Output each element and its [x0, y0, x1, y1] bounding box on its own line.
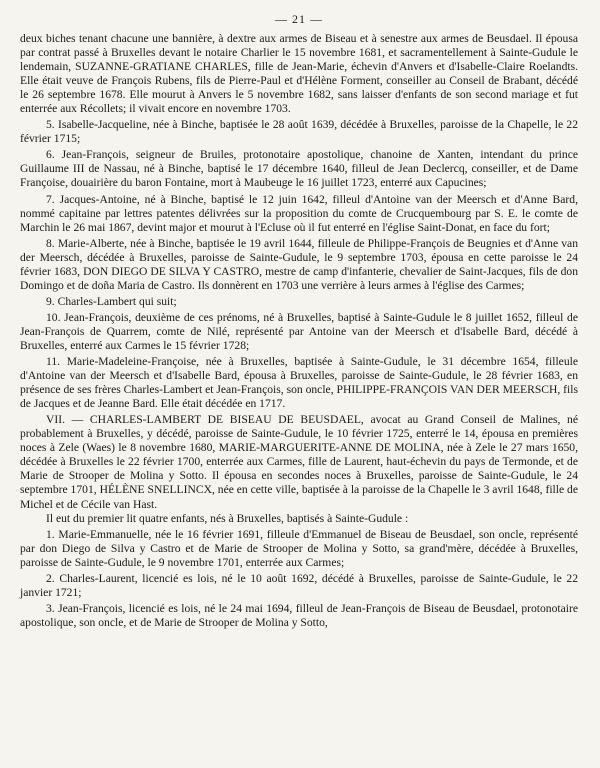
page-number: — 21 —: [275, 12, 323, 26]
paragraph-child-11: 11. Marie-Madeleine-Françoise, née à Bruxelles, baptisée à Sainte-Gudule, le 31 décembre 1654, filleule d'Antoine van der Meersch et d'Isabelle Bard, épousa à Bruxelles, paroisse de Sainte-Gudule, le 28 février 1683, en présence de ses frères Charles-Lambert et Jean-François, son oncle, PHILIPPE-FRANÇOIS VAN DER MEERSCH, fils de Jacques et de Jeanne Bard. Elle était décédée en 1717.: [20, 355, 578, 411]
paragraph-child-6: 6. Jean-François, seigneur de Bruiles, protonotaire apostolique, chanoine de Xanten, intendant du prince Guillaume III de Nassau, né à Binche, baptisé le 17 décembre 1640, filleul de Jean Declercq, conseiller, et de Dame Françoise, douairière du baron Fontaine, mort à Maubeuge le 16 juillet 1723, enterré aux Capucines;: [20, 148, 578, 190]
paragraph-child-8: 8. Marie-Alberte, née à Binche, baptisée le 19 avril 1644, filleule de Philippe-François de Beugnies et d'Anne van der Meersch, décédée à Bruxelles, paroisse de Sainte-Gudule, le 9 septembre 1703, épousa en cette paroisse le 24 février 1683, DON DIEGO DE SILVA Y CASTRO, mestre de camp d'infanterie, chevalier de Saint-Jacques, fils de don Domingo et de doña Maria de Castro. Ils donnèrent en 1703 une verrière à leurs armes à l'église des Carmes;: [20, 236, 578, 292]
paragraph-generation-vii: VII. — CHARLES-LAMBERT DE BISEAU DE BEUSDAEL, avocat au Grand Conseil de Malines, né probablement à Bruxelles, y décédé, paroisse de Sainte-Gudule, le 10 février 1725, enterré le 14, épousa en premières noces à Zele (Waes) le 8 novembre 1680, MARIE-MARGUERITE-ANNE DE MOLINA, née à Zele le 27 mars 1650, décédée à Bruxelles le 22 février 1700, enterrée aux Carmes, fille de Laurent, haut-échevin du pays de Termonde, et de Marie de Strooper de Molina y Sotto. Il épousa en secondes noces à Bruxelles, paroisse de Sainte-Gudule, le 24 septembre 1701, HÉLÈNE SNELLINCX, née en cette ville, baptisée à la paroisse de la Chapelle le 3 avril 1648, fille de Michel et de Cécile van Hast.: [20, 413, 578, 511]
paragraph-first-marriage-children: Il eut du premier lit quatre enfants, nés à Bruxelles, baptisés à Sainte-Gudule :: [46, 511, 409, 525]
paragraph-continuation: deux biches tenant chacune une bannière, à dextre aux armes de Biseau et à senestre aux armes de Beusdael. Il épousa par contrat passé à Bruxelles devant le notaire Charlier le 15 novembre 1681, et sacramentellement à Sainte-Gudule le lendemain, SUZANNE-GRATIANE CHARLES, fille de Jean-Marie, échevin d'Anvers et d'Isabelle-Claire Roelandts. Elle était veuve de François Rubens, fils de Pierre-Paul et d'Hélène Forment, conseiller au Conseil de Brabant, décédé le 26 septembre 1678. Elle mourut à Anvers le 5 novembre 1682, sans laisser d'enfants de son second mariage et fut enterrée aux Récollets; il vivait encore en novembre 1703.: [20, 32, 578, 116]
paragraph-grandchild-3: 3. Jean-François, licencié es lois, né le 24 mai 1694, filleul de Jean-François de Biseau de Beusdael, protonotaire apostolique, son oncle, et de Marie de Strooper de Molina y Sotto,: [20, 601, 578, 629]
paragraph-child-7: 7. Jacques-Antoine, né à Binche, baptisé le 12 juin 1642, filleul d'Antoine van der Meersch et d'Anne Bard, nommé capitaine par lettres patentes délivrées sur la proposition du comte de Crucquembourg par S. E. le comte de Marchin le 26 mai 1867, devint major et mourut à l'Ecluse où il fut enterré en l'église Saint-Donat, en face du fort;: [20, 192, 578, 234]
paragraph-child-10: 10. Jean-François, deuxième de ces prénoms, né à Bruxelles, baptisé à Sainte-Gudule le 8 juillet 1652, filleul de Jean-François de Quarrem, comte de Nilé, représenté par Antoine van der Meersch et d'Isabelle Bard, décédé à Bruxelles, enterré aux Carmes le 15 février 1728;: [20, 310, 578, 352]
paragraph-grandchild-1: 1. Marie-Emmanuelle, née le 16 février 1691, filleule d'Emmanuel de Biseau de Beusdael, son oncle, représenté par don Diego de Silva y Castro et de Marie de Strooper de Molina y Sotto, sa grand'mère, décédée à Bruxelles, paroisse de Sainte-Gudule, le 9 novembre 1701, enterrée aux Carmes;: [20, 527, 578, 569]
paragraph-grandchild-2: 2. Charles-Laurent, licencié es lois, né le 10 août 1692, décédé à Bruxelles, paroisse de Sainte-Gudule, le 22 janvier 1721;: [20, 571, 578, 599]
paragraph-child-5: 5. Isabelle-Jacqueline, née à Binche, baptisée le 28 août 1639, décédée à Bruxelles, paroisse de la Chapelle, le 22 février 1715;: [20, 118, 578, 146]
body-text: [20, 32, 578, 630]
paragraph-child-9: 9. Charles-Lambert qui suit;: [46, 294, 177, 308]
